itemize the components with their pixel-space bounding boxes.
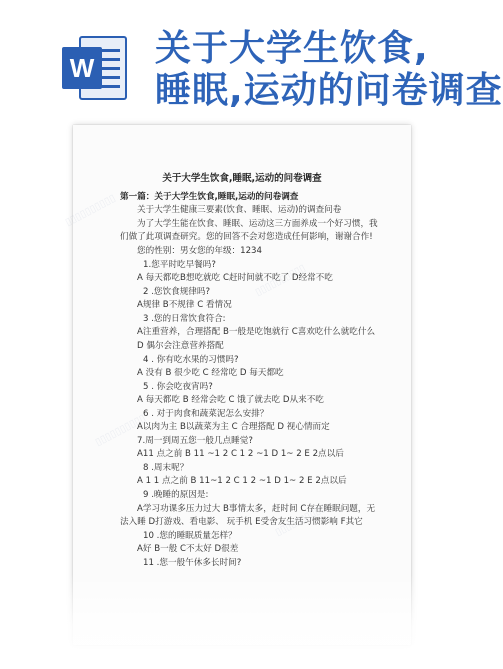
document-title: 关于大学生饮食,睡眠,运动的问卷调查 [162,173,322,184]
doc-line: 为了大学生能在饮食、睡眠、运动这三方面养成一个好习惯，我 [137,219,378,229]
question-2: 2 .您饮食规律吗? [143,287,211,297]
question-8: 8 .周末呢？ [143,463,189,473]
banner-title-line-1: 关于大学生饮食, [155,28,429,69]
answer-options: A学习功课多压力过大 B事情太多，赶时间 C存在睡眠问题，无 [137,504,376,514]
answer-options: A 1 1 点之前 B 11~1 2 C 1 2 ~1 D 1~ 2 E 2点以后 [137,476,347,486]
doc-line: 您的性别：男女您的年级：1234 [137,246,262,256]
question-11: 11 .您一般午休多长时间? [143,558,242,568]
question-4: 4 . 你有吃水果的习惯吗? [143,355,239,365]
word-logo-letter: W [69,53,95,83]
banner-header [0,0,503,130]
answer-options: A 没有 B 很少吃 C 经常吃 D 每天都吃 [137,368,284,378]
section-heading: 第一篇：关于大学生饮食,睡眠,运动的问卷调查 [120,192,299,202]
banner-title-line-2: 睡眠,运动的问卷调查 [155,70,503,111]
answer-options: A以肉为主 B以蔬菜为主 C 合理搭配 D 视心情而定 [137,422,330,432]
answer-options: A规律 B不规律 C 看情况 [137,300,232,310]
question-7: 7.周一到周五您一般几点睡觉? [137,436,253,446]
answer-options: A11 点之前 B 11 ~1 2 C 1 2 ~1 D 1~ 2 E 2点以后 [137,449,344,459]
question-5: 5 . 你会吃夜宵吗? [143,382,213,392]
doc-line: 们做了此项调查研究。您的回答不会对您造成任何影响，谢谢合作! [120,232,373,242]
bottom-fade [0,574,474,669]
answer-options: A 每天都吃B想吃就吃 C赶时间就不吃了 D经常不吃 [137,273,333,283]
word-document-icon [60,33,130,103]
answer-options: A好 B一般 C不太好 D很差 [137,544,239,554]
question-9: 9 .晚睡的原因是: [143,490,209,500]
doc-line: 关于大学生健康三要素(饮食、睡眠、运动)的调查问卷 [137,205,342,215]
question-10: 10 .您的睡眠质量怎样？ [143,531,237,541]
question-6: 6 . 对于肉食和蔬菜泥怎么安排？ [143,409,269,419]
document-page [63,125,411,645]
question-1: 1.您平时吃早餐吗? [143,260,216,270]
watermark: ▯▯▯▯▯▯▯▯▯▯ [273,502,328,539]
watermark: ▯▯▯▯▯▯▯▯▯▯ [63,192,118,229]
answer-options: A 每天都吃 B 经常会吃 C 饿了就去吃 D从来不吃 [137,395,324,405]
answer-options: 法入睡 D打游戏、看电影、 玩手机 E受舍友生活习惯影响 F其它 [120,517,363,527]
watermark: ▯▯▯▯▯▯▯▯▯▯ [93,412,148,449]
watermark: ▯▯▯▯▯▯▯▯▯▯ [253,262,308,299]
answer-options: D 偶尔会注意营养搭配 [137,341,224,351]
question-3: 3 .您的日常饮食符合: [143,314,226,324]
answer-options: A注重营养，合理搭配 B一般是吃饱就行 C喜欢吃什么就吃什么 [137,327,376,337]
